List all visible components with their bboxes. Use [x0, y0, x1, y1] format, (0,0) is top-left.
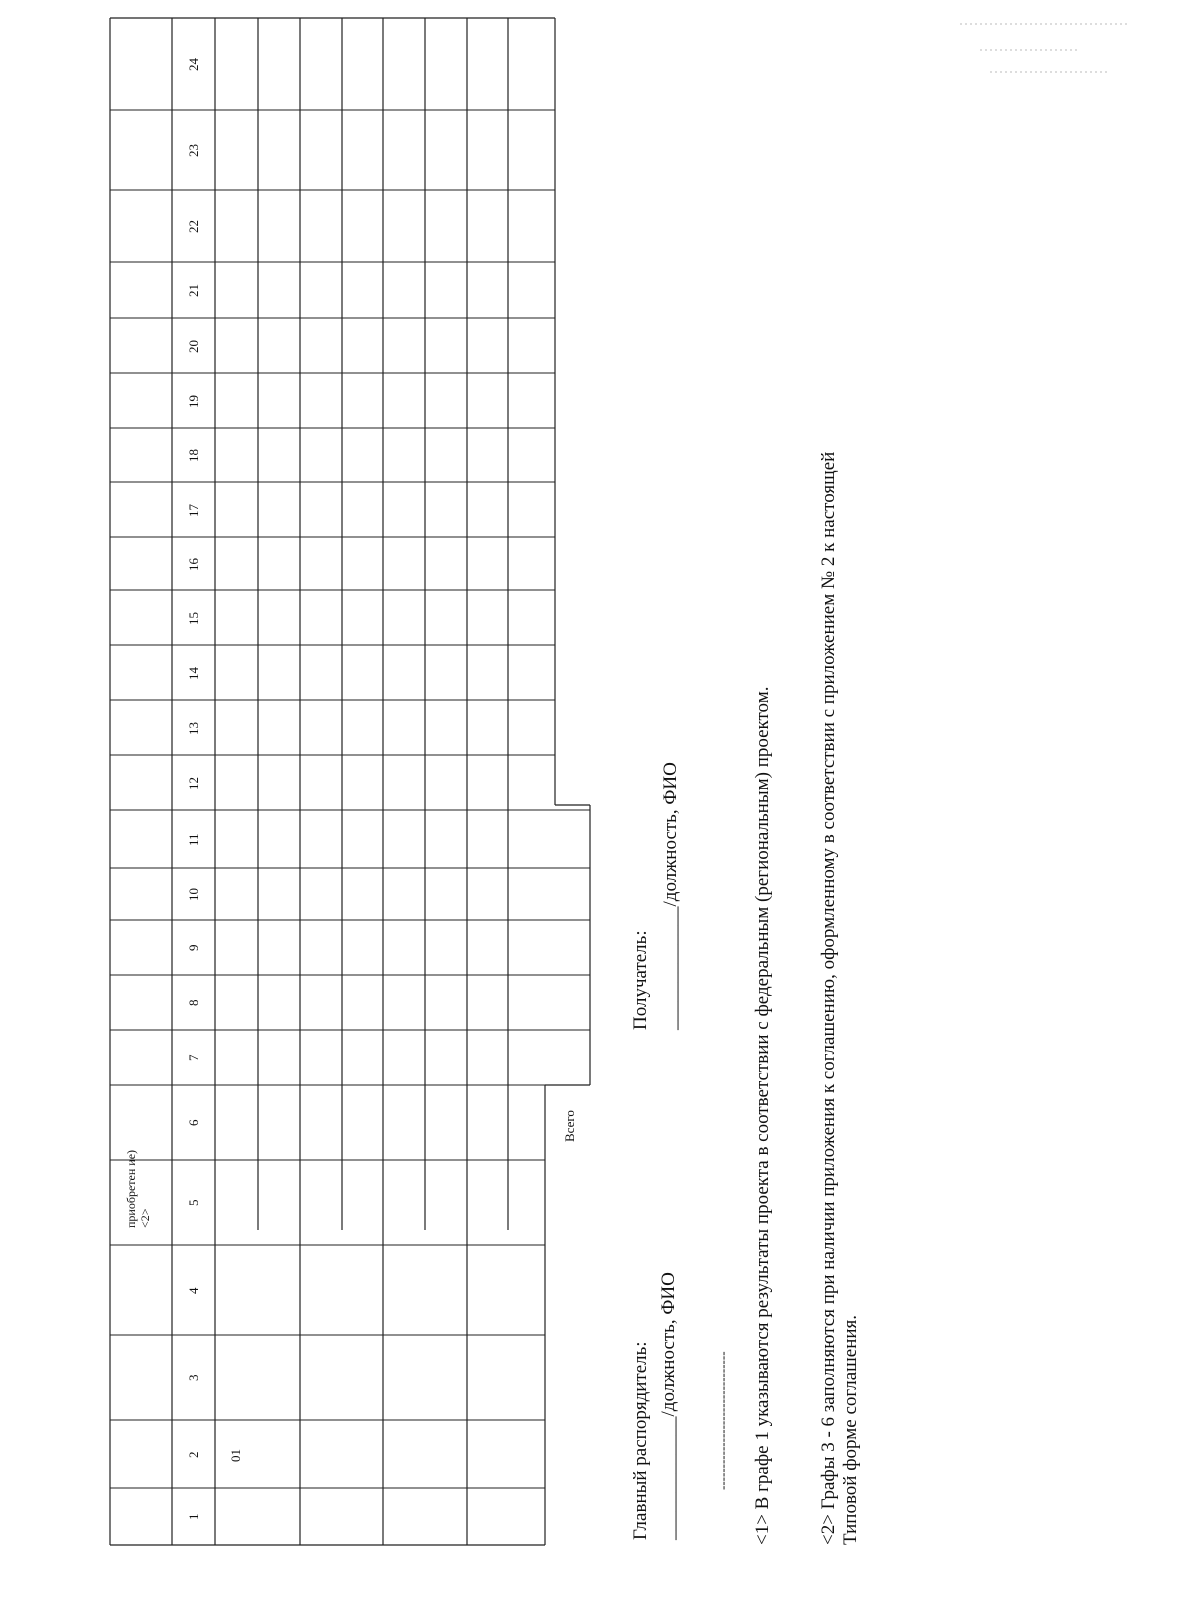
recipient-title: Получатель: [630, 930, 651, 1030]
column-number-20: 20 [186, 339, 201, 353]
footnote-separator: -------------------------------- [715, 1351, 730, 1490]
column-number-8: 8 [186, 999, 201, 1006]
column-number-24: 24 [186, 58, 201, 71]
column-number-1: 1 [186, 1513, 201, 1520]
column-number-5: 5 [186, 1199, 201, 1206]
footnote-1: <1> В графе 1 указываются результаты проекта в соответствии с федеральным (региональным) проектом. [752, 686, 773, 1545]
footnote-2-line-1: <2> Графы 3 - 6 заполняются при наличии приложения к соглашению, оформленному в соответствии с приложением № 2 к настоящей [818, 451, 839, 1545]
column-number-9: 9 [186, 944, 201, 951]
column-number-16: 16 [186, 557, 201, 571]
column-number-3: 3 [186, 1374, 201, 1381]
column-number-7: 7 [186, 1054, 201, 1061]
column-number-12: 12 [186, 776, 201, 790]
scan-noise [960, 10, 1140, 100]
column-number-14: 14 [186, 666, 201, 680]
chief-administrator-signature-line: _____________/должность, ФИО [658, 1272, 679, 1540]
column-number-22: 22 [186, 220, 201, 233]
column-number-4: 4 [186, 1287, 201, 1294]
footnote-2-line-2: Типовой форме соглашения. [840, 1314, 861, 1545]
total-label: Всего [562, 1110, 577, 1142]
row-code: 01 [228, 1449, 243, 1462]
column-number-10: 10 [186, 888, 201, 901]
column-number-11: 11 [186, 833, 201, 846]
column-5-header-fragment: приобретен ие) <2> [124, 1149, 152, 1228]
recipient-signature-line: _____________/должность, ФИО [660, 762, 681, 1030]
column-number-21: 21 [186, 284, 201, 297]
column-number-19: 19 [186, 394, 201, 408]
column-number-17: 17 [186, 503, 201, 517]
column-number-6: 6 [186, 1119, 201, 1126]
column-number-2: 2 [186, 1451, 201, 1458]
column-number-23: 23 [186, 144, 201, 157]
column-number-13: 13 [186, 721, 201, 735]
chief-administrator-title: Главный распорядитель: [630, 1341, 651, 1540]
column-number-18: 18 [186, 449, 201, 462]
column-number-15: 15 [186, 611, 201, 625]
